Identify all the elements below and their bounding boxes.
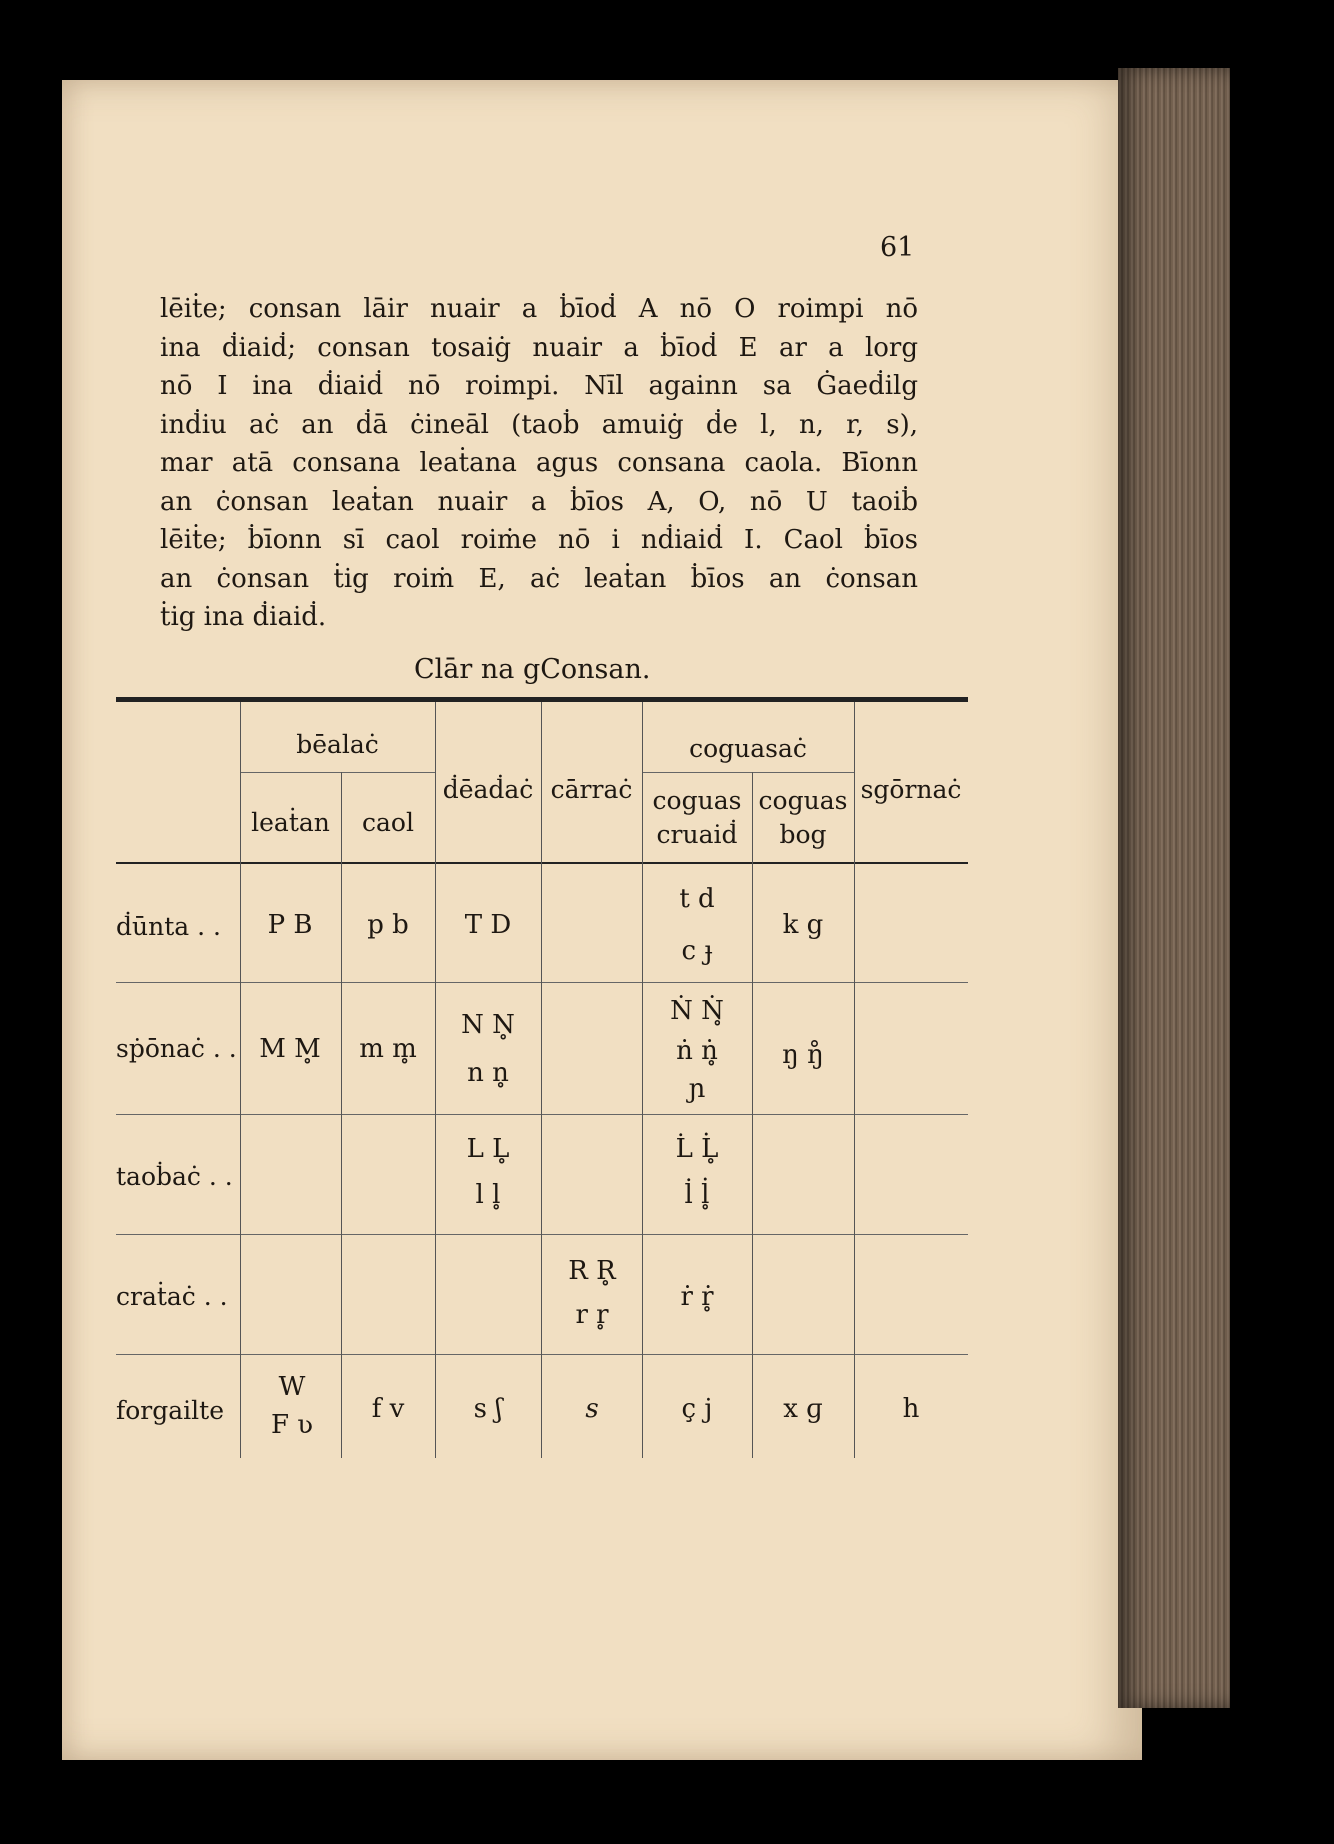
column-divider bbox=[435, 702, 436, 1458]
body-paragraph bbox=[160, 290, 918, 637]
header-carrac: cārraċ bbox=[550, 775, 633, 804]
paragraph-line: lēiṫe; consan lāir nuair a ḃīoḋ A nō O roimpi nō bbox=[160, 294, 918, 324]
cell-sronac-cruaid: Ṅ Ṅ̥ bbox=[670, 996, 724, 1026]
header-sgornac: sgōrnaċ bbox=[860, 775, 962, 804]
header-caol: caol bbox=[362, 808, 414, 837]
page-edges bbox=[1118, 68, 1230, 1708]
cell-forgailte-cruaid: ç j bbox=[681, 1394, 713, 1424]
cell-sronac-dedac: n n̥ bbox=[467, 1058, 509, 1088]
row-label-dunta: ḋūnta . . bbox=[116, 912, 221, 941]
cell-sronac-bog: ŋ ŋ̊ bbox=[782, 1040, 824, 1070]
header-coguas-bog bbox=[752, 784, 854, 852]
cell-sronac-cruaid: ɲ bbox=[688, 1074, 706, 1104]
column-divider bbox=[341, 772, 342, 1458]
cell-dunta-dedac: T D bbox=[464, 910, 512, 940]
header-bottom-rule bbox=[116, 862, 968, 864]
cell-forgailte-bog: x ɡ bbox=[783, 1394, 823, 1424]
cell-forgailte-carrac: s bbox=[585, 1394, 599, 1424]
paragraph-line: nō I ina ḋiaiḋ nō roimpi. Nīl againn sa Ġaeḋilg bbox=[160, 371, 918, 401]
header-coguas-cruaid bbox=[642, 784, 752, 852]
header-line: coguas bbox=[758, 786, 848, 815]
cell-dunta-leatan: P B bbox=[267, 910, 313, 940]
cell-forgailte-dedac: s ʃ bbox=[473, 1394, 503, 1424]
header-leatan: leaṫan bbox=[251, 808, 330, 837]
header-line: coguas bbox=[652, 786, 742, 815]
row-label-taobac: taoḃaċ . . bbox=[116, 1162, 233, 1191]
cell-taobac-cruaid: l̇ l̥̇ bbox=[684, 1180, 710, 1210]
header-sub-divider bbox=[642, 772, 854, 773]
paragraph-line: inḋiu aċ an ḋā ċineāl (taoḃ amuiġ ḋe l, n, r, s), bbox=[160, 409, 918, 440]
row-label-sronac: sṗōnaċ . . bbox=[116, 1034, 237, 1063]
cell-sronac-cruaid: ṅ ṅ̥ bbox=[676, 1036, 718, 1066]
row-divider bbox=[116, 1234, 968, 1235]
row-divider bbox=[116, 1114, 968, 1115]
row-divider bbox=[116, 1354, 968, 1355]
paragraph-line: mar atā consana leaṫana agus consana caola. Bīonn bbox=[160, 448, 918, 478]
cell-cratac-carrac: R R̥ bbox=[568, 1256, 616, 1286]
cell-sronac-caol: m m̥ bbox=[359, 1034, 417, 1064]
cell-sronac-dedac: N N̥ bbox=[461, 1010, 515, 1040]
cell-taobac-dedac: l l̥ bbox=[475, 1180, 501, 1210]
header-sub-divider bbox=[240, 772, 435, 773]
paragraph-line: ina ḋiaiḋ; consan tosaiġ nuair a ḃīoḋ E ar a lorg bbox=[160, 332, 918, 363]
cell-sronac-leatan: M M̥ bbox=[259, 1034, 321, 1064]
cell-taobac-cruaid: L̇ L̥̇ bbox=[675, 1134, 719, 1164]
header-line: bog bbox=[779, 820, 827, 849]
cell-dunta-bog: k g bbox=[782, 910, 824, 940]
cell-dunta-caol: p b bbox=[367, 910, 409, 940]
cell-dunta-cruaid: c ɟ bbox=[681, 936, 713, 966]
cell-forgailte-leatan: W bbox=[278, 1372, 306, 1402]
table-title: Clār na gConsan. bbox=[414, 654, 651, 685]
column-divider bbox=[541, 702, 542, 1458]
column-divider bbox=[752, 772, 753, 1458]
cell-taobac-dedac: L L̥ bbox=[466, 1134, 510, 1164]
cell-cratac-cruaid: ṙ ṙ̥ bbox=[680, 1282, 714, 1312]
cell-dunta-cruaid: t d bbox=[679, 884, 715, 914]
header-bealac: bēalaċ bbox=[296, 730, 379, 759]
row-divider bbox=[116, 982, 968, 983]
cell-forgailte-caol: f v bbox=[371, 1394, 405, 1424]
cell-cratac-carrac: r r̥ bbox=[575, 1300, 609, 1330]
paragraph-line: an ċonsan leaṫan nuair a ḃīos A, O, nō U taoiḃ bbox=[160, 486, 918, 517]
page-number: 61 bbox=[880, 232, 915, 263]
table-top-rule bbox=[116, 697, 968, 702]
cell-forgailte-leatan: F ʋ bbox=[270, 1410, 314, 1440]
header-line: cruaiḋ bbox=[656, 820, 738, 849]
cell-forgailte-sgornac: h bbox=[902, 1394, 920, 1424]
paragraph-line: ṫig ina ḋiaiḋ. bbox=[160, 602, 327, 632]
row-label-forgailte: forgailte bbox=[116, 1396, 224, 1425]
header-coguarac: coguasaċ bbox=[689, 734, 807, 763]
header-dedac: ḋēaḋaċ bbox=[442, 775, 534, 804]
paragraph-line: an ċonsan ṫig roiṁ E, aċ leaṫan ḃīos an ċonsan bbox=[160, 563, 918, 594]
row-label-cratac: craṫaċ . . bbox=[116, 1282, 228, 1311]
paragraph-line: lēiṫe; ḃīonn sī caol roiṁe nō i nḋiaiḋ I. Caol ḃīos bbox=[160, 525, 918, 555]
column-divider bbox=[854, 702, 855, 1458]
